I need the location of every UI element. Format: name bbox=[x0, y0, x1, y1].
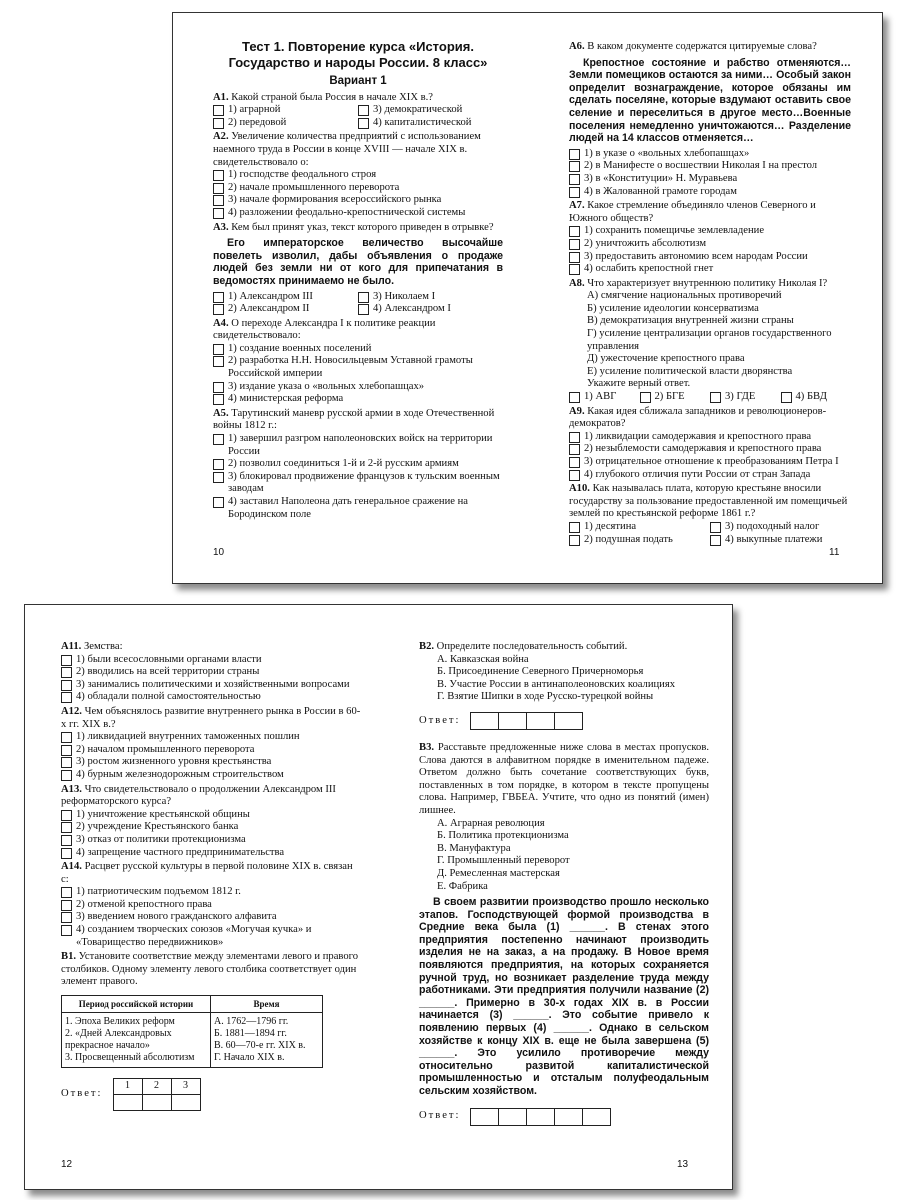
list-item: Г. Начало XIX в. bbox=[214, 1052, 285, 1064]
checkbox[interactable] bbox=[61, 887, 72, 898]
answer-option[interactable]: 2) началом промышленного переворота bbox=[61, 744, 361, 757]
answer-option[interactable]: 1) господстве феодального строя bbox=[213, 169, 503, 182]
checkbox[interactable] bbox=[569, 392, 580, 403]
checkbox[interactable] bbox=[569, 161, 580, 172]
answer-option[interactable]: 2) передовой bbox=[213, 117, 358, 130]
checkbox[interactable] bbox=[569, 239, 580, 250]
checkbox[interactable] bbox=[569, 226, 580, 237]
list-item: Б. 1881—1894 гг. bbox=[214, 1028, 287, 1040]
answer-option[interactable]: 1) патриотическим подъемом 1812 г. bbox=[61, 886, 361, 899]
list-item: А. Кавказская война bbox=[437, 653, 529, 665]
checkbox[interactable] bbox=[213, 459, 224, 470]
answer-option[interactable]: 1) в указе о «вольных хлебопашцах» bbox=[569, 148, 851, 161]
list-item: Г. Промышленный переворот bbox=[437, 855, 570, 867]
checkbox[interactable] bbox=[61, 745, 72, 756]
answer-option[interactable]: 1) десятина bbox=[569, 521, 710, 534]
question-a9: А9. Какая идея сближала западников и революционеров-демократов? 1) ликвидации самодержавия и крепостного права 2) незыблемости самодержавия и крепостного права 3) отрицательное отношение к преобразованиям Петра I 4) глубокого отличия пути России от стран Запада bbox=[569, 406, 851, 482]
question-a14: А14. Расцвет русской культуры в первой половине XIX в. связан с: 1) патриотическим подъемом 1812 г. 2) отменой крепостного права 3) введением нового гражданского алфавита 4) созданием творческих союзов «Могучая кучка» и «Товарищество передвижников» bbox=[61, 861, 361, 949]
checkbox[interactable] bbox=[213, 208, 224, 219]
checkbox[interactable] bbox=[61, 692, 72, 703]
answer-area: Ответ: 1 2 3 bbox=[61, 1078, 361, 1111]
answer-option[interactable]: 2) Александром II bbox=[213, 303, 358, 316]
answer-option[interactable]: 4) запрещение частного предпринимательства bbox=[61, 847, 361, 860]
question-a2: А2. Увеличение количества предприятий с использованием наемного труда в России в конце XVIII — начале XIX в. свидетельствовало о: 1) господстве феодального строя 2) начале промышленного переворота 3) начале формирования всероссийского рынка 4) разложении феодально-крепостнической системы bbox=[213, 131, 503, 219]
checkbox[interactable] bbox=[358, 292, 369, 303]
answer-option[interactable]: 3) ГДЕ bbox=[710, 391, 781, 404]
answer-cell[interactable] bbox=[498, 712, 527, 730]
answer-option[interactable]: 4) заставил Наполеона дать генеральное сражение на Бородинском поле bbox=[213, 496, 503, 521]
checkbox[interactable] bbox=[569, 522, 580, 533]
page-number: 13 bbox=[677, 1159, 689, 1170]
question-a7: А7. Какое стремление объединяло членов Северного и Южного обществ? 1) сохранить помещичье землевладение 2) уничтожить абсолютизм 3) предоставить автономию всем народам России 4) ослабить крепостной гнет bbox=[569, 200, 851, 276]
answer-option[interactable]: 3) издание указа о «вольных хлебопашцах» bbox=[213, 381, 503, 394]
answer-grid: 1 2 3 bbox=[113, 1078, 201, 1111]
question-a13: А13. Что свидетельствовало о продолжении Александром III реформаторского курса? 1) уничтожение крестьянской общины 2) учреждение Крестьянского банка 3) отказ от политики протекционизма 4) запрещение частного предпринимательства bbox=[61, 784, 361, 860]
answer-option[interactable]: 2) разработка Н.Н. Новосильцевым Уставной грамоты Российской империи bbox=[213, 355, 503, 380]
answer-option[interactable]: 4) глубокого отличия пути России от стран Запада bbox=[569, 469, 851, 482]
answer-option[interactable]: 2) позволил соединиться 1-й и 2-й русским армиям bbox=[213, 458, 503, 471]
checkbox[interactable] bbox=[569, 149, 580, 160]
checkbox[interactable] bbox=[569, 444, 580, 455]
checkbox[interactable] bbox=[61, 757, 72, 768]
answer-option[interactable]: 1) сохранить помещичье землевладение bbox=[569, 225, 851, 238]
word-list bbox=[419, 818, 709, 894]
checkbox[interactable] bbox=[61, 912, 72, 923]
list-item: Б. Присоединение Северного Причерноморья bbox=[437, 666, 644, 678]
list-item: Г. Взятие Шипки в ходе Русско-турецкой войны bbox=[437, 691, 654, 703]
test-title: Тест 1. Повторение курса «История. Государство и народы России. 8 класс» bbox=[228, 39, 488, 70]
answer-option[interactable]: 1) завершил разгром наполеоновских войск на территории России bbox=[213, 433, 503, 458]
answer-option[interactable]: 4) капиталистической bbox=[358, 117, 503, 130]
event-list bbox=[419, 654, 709, 704]
answer-option[interactable]: 4) БВД bbox=[781, 391, 852, 404]
checkbox[interactable] bbox=[61, 680, 72, 691]
answer-option[interactable]: 3) демократической bbox=[358, 104, 503, 117]
answer-option[interactable]: 4) Александром I bbox=[358, 303, 503, 316]
answer-option[interactable]: 2) БГЕ bbox=[640, 391, 711, 404]
answer-option[interactable]: 2) отменой крепостного права bbox=[61, 899, 361, 912]
checkbox[interactable] bbox=[569, 470, 580, 481]
checkbox[interactable] bbox=[61, 655, 72, 666]
list-item: А. 1762—1796 гг. bbox=[214, 1016, 289, 1028]
answer-option[interactable]: 4) разложении феодально-крепостнической системы bbox=[213, 207, 503, 220]
matching-table bbox=[61, 995, 323, 1068]
checkbox[interactable] bbox=[213, 356, 224, 367]
variant-label: Вариант 1 bbox=[329, 75, 387, 87]
checkbox[interactable] bbox=[213, 344, 224, 355]
answer-area: Ответ: bbox=[419, 712, 709, 730]
answer-cell[interactable] bbox=[142, 1095, 171, 1111]
answer-cell[interactable] bbox=[470, 1108, 499, 1126]
quote-text: Крепостное состояние и рабство отменяются… Земли помещиков остаются за ними… Особый закон определит вознаграждение, которое обязаны им сделать поселяне, которые вздумают оставить свое селение и переселиться в другое место…Военные поселения немедленно уничтожаются… Разделение людей на 14 классов отменяется… bbox=[569, 56, 851, 145]
list-item: В. Мануфактура bbox=[437, 842, 511, 854]
checkbox[interactable] bbox=[213, 183, 224, 194]
checkbox[interactable] bbox=[61, 822, 72, 833]
page-number: 12 bbox=[61, 1159, 73, 1170]
checkbox[interactable] bbox=[710, 392, 721, 403]
checkbox[interactable] bbox=[213, 472, 224, 483]
question-b2: В2. Определите последовательность событий. А. Кавказская война Б. Присоединение Северного Причерноморья В. Участие России в антинаполеоновских коалициях Г. Взятие Шипки в ходе Русско-турецкой войны Ответ: bbox=[419, 641, 709, 730]
question-a5: А5. Тарутинский маневр русской армии в ходе Отечественной войны 1812 г.: 1) завершил разгром наполеоновских войск на территории России 2) позволил соединиться 1-й и 2-й русским армиям 3) блокировал продвижение французов к тульским военным заводам 4) заставил Наполеона дать генеральное сражение на Бородинском поле bbox=[213, 408, 503, 521]
list-item: 2. «Дней Александровых прекрасное начало» bbox=[65, 1028, 172, 1052]
list-item: В. 60—70-е гг. XIX в. bbox=[214, 1040, 306, 1052]
checkbox[interactable] bbox=[569, 457, 580, 468]
quote-text: Его императорское величество высочайше повелеть изволил, дабы объявления о продаже людей без земли ни от кого для припечатания в ведомостях принимаемо не было. bbox=[213, 237, 503, 287]
checkbox[interactable] bbox=[358, 118, 369, 129]
checkbox[interactable] bbox=[358, 105, 369, 116]
checkbox[interactable] bbox=[213, 105, 224, 116]
checkbox[interactable] bbox=[213, 434, 224, 445]
checkbox[interactable] bbox=[569, 174, 580, 185]
list-item: 3. Просвещенный абсолютизм bbox=[65, 1052, 195, 1064]
checkbox[interactable] bbox=[710, 535, 721, 546]
checkbox[interactable] bbox=[569, 187, 580, 198]
answer-cell[interactable] bbox=[554, 712, 583, 730]
answer-option[interactable]: 4) в Жалованной грамоте городам bbox=[569, 186, 851, 199]
checkbox[interactable] bbox=[61, 770, 72, 781]
question-a8: А8. Что характеризует внутреннюю политику Николая I? А) смягчение национальных противоречий Б) усиление идеологии консерватизма В) демократизация внутренней жизни страны Г) усиление централизации органов государственного управления Д) ужесточение крепостного права Е) усиление политической власти дворянства Укажите верный ответ. 1) АВГ 2) БГЕ 3) ГДЕ 4) БВД bbox=[569, 278, 851, 404]
answer-option[interactable]: 2) уничтожить абсолютизм bbox=[569, 238, 851, 251]
checkbox[interactable] bbox=[213, 382, 224, 393]
page-13 bbox=[419, 639, 709, 1126]
question-a12: А12. Чем объяснялось развитие внутреннего рынка в России в 60-х гг. XIX в.? 1) ликвидацией внутренних таможенных пошлин 2) началом промышленного переворота 3) ростом жизненного уровня крестьянства 4) бурным железнодорожным строительством bbox=[61, 705, 361, 780]
checkbox[interactable] bbox=[213, 394, 224, 405]
statement-list: А) смягчение национальных противоречий Б) усиление идеологии консерватизма В) демократизация внутренней жизни страны Г) усиление централизации органов государственного управления Д) ужесточение крепостного права Е) усиление политической власти дворянства Укажите верный ответ. bbox=[587, 290, 832, 390]
checkbox[interactable] bbox=[213, 292, 224, 303]
checkbox[interactable] bbox=[213, 195, 224, 206]
answer-option[interactable]: 3) начале формирования всероссийского рынка bbox=[213, 194, 503, 207]
checkbox[interactable] bbox=[569, 264, 580, 275]
answer-option[interactable]: 1) создание военных поселений bbox=[213, 343, 503, 356]
answer-option[interactable]: 4) бурным железнодорожным строительством bbox=[61, 769, 361, 782]
answer-option[interactable]: 2) вводились на всей территории страны bbox=[61, 666, 361, 679]
table-header: Время bbox=[211, 996, 323, 1013]
table-header: Период российской истории bbox=[62, 996, 211, 1013]
answer-option[interactable]: 3) в «Конституции» Н. Муравьева bbox=[569, 173, 851, 186]
list-item: А. Аграрная революция bbox=[437, 817, 545, 829]
page-spread-bottom bbox=[24, 604, 733, 1190]
answer-option[interactable]: 3) ростом жизненного уровня крестьянства bbox=[61, 756, 361, 769]
checkbox[interactable] bbox=[213, 118, 224, 129]
answer-cell[interactable] bbox=[470, 712, 499, 730]
answer-cell[interactable] bbox=[554, 1108, 583, 1126]
answer-option[interactable]: 3) отрицательное отношение к преобразованиям Петра I bbox=[569, 456, 851, 469]
answer-option[interactable]: 2) в Манифесте о восшествии Николая I на престол bbox=[569, 160, 851, 173]
question-a3: А3. Кем был принят указ, текст которого приведен в отрывке? Его императорское величество высочайше повелеть изволил, дабы объявления о продаже людей без земли ни от кого для припечатания в ведомостях принимаемо не было. 1) Александром III 3) Николаем I 2) Александром II 4) Александром I bbox=[213, 221, 503, 315]
list-item: Е. Фабрика bbox=[437, 880, 488, 892]
answer-option[interactable]: 4) обладали полной самостоятельностью bbox=[61, 691, 361, 704]
answer-option[interactable]: 3) предоставить автономию всем народам России bbox=[569, 251, 851, 264]
answer-option[interactable]: 2) подушная подать bbox=[569, 534, 710, 547]
answer-cell[interactable] bbox=[526, 712, 555, 730]
list-item: 1. Эпоха Великих реформ bbox=[65, 1016, 175, 1028]
answer-option[interactable]: 3) подоходный налог bbox=[710, 521, 851, 534]
answer-option[interactable]: 2) начале промышленного переворота bbox=[213, 182, 503, 195]
page-spread-top bbox=[172, 12, 883, 584]
checkbox[interactable] bbox=[61, 848, 72, 859]
checkbox[interactable] bbox=[569, 535, 580, 546]
page-number: 11 bbox=[829, 547, 840, 558]
answer-option[interactable]: 4) ослабить крепостной гнет bbox=[569, 263, 851, 276]
checkbox[interactable] bbox=[569, 252, 580, 263]
list-item: Б. Политика протекционизма bbox=[437, 830, 569, 842]
checkbox[interactable] bbox=[213, 170, 224, 181]
answer-cell[interactable] bbox=[582, 1108, 611, 1126]
answer-option[interactable]: 2) незыблемости самодержавия и крепостного права bbox=[569, 443, 851, 456]
answer-option[interactable]: 1) были всесословными органами власти bbox=[61, 654, 361, 667]
answer-option[interactable]: 4) министерская реформа bbox=[213, 393, 503, 406]
answer-cell[interactable] bbox=[171, 1095, 200, 1111]
answer-option[interactable]: 1) ликвидации самодержавия и крепостного права bbox=[569, 431, 851, 444]
question-b1: В1. Установите соответствие между элементами левого и правого столбиков. Одному элементу левого столбика соответствует один элемент правого. Период российской истории Время 1. Эпоха Великих реформ 2. «Дней Александровых прекрасное начало» 3. Просвещенный абсолютизм А. 1762—1796 гг. Б. 1881—1894 гг. В. 60—70-е гг. XIX в. Г. Начало XIX в. Ответ: 1 2 3 bbox=[61, 951, 361, 1111]
checkbox[interactable] bbox=[61, 835, 72, 846]
answer-option[interactable]: 1) аграрной bbox=[213, 104, 358, 117]
checkbox[interactable] bbox=[61, 667, 72, 678]
answer-cell[interactable] bbox=[526, 1108, 555, 1126]
answer-option[interactable]: 3) занимались политическими и хозяйственными вопросами bbox=[61, 679, 361, 692]
answer-option[interactable]: 3) блокировал продвижение французов к тульским военным заводам bbox=[213, 471, 503, 496]
answer-option[interactable]: 4) выкупные платежи bbox=[710, 534, 851, 547]
question-a4: А4. О переходе Александра I к политике реакции свидетельствовало: 1) создание военных поселений 2) разработка Н.Н. Новосильцевым Уставной грамоты Российской империи 3) издание указа о «вольных хлебопашцах» 4) министерская реформа bbox=[213, 318, 503, 406]
checkbox[interactable] bbox=[710, 522, 721, 533]
passage-text: В своем развитии производство прошло несколько этапов. Господствующей формой производства в Средние века была (1) ______. В стенах этого предприятия постепенно начинают производить изделия не на заказ, а на продажу. В Новое время появляются предприятия, на которых сохраняется ручной труд, но возникает разделение труда между работниками. Эти предприятия получили название (2) ______. Примерно в 30-х годах XIX в. в России начинается (3) ______. Это событие привело к появлению первых (4) ______. Однако в сельском хозяйстве к концу XIX в. еще не была завершена (5) ______. Это усилило противоречие между относительно развитой капиталистической промышленностью и отсталым полуфеодальным сельским хозяйством. bbox=[419, 896, 709, 1097]
answer-option[interactable]: 4) созданием творческих союзов «Могучая кучка» и «Товарищество передвижников» bbox=[61, 924, 361, 949]
page-10 bbox=[213, 39, 503, 521]
list-item: Д. Ремесленная мастерская bbox=[437, 867, 560, 879]
answer-cell[interactable] bbox=[113, 1095, 142, 1111]
page-11 bbox=[569, 39, 851, 546]
answer-option[interactable]: 3) введением нового гражданского алфавита bbox=[61, 911, 361, 924]
answer-area: Ответ: bbox=[419, 1108, 709, 1126]
checkbox[interactable] bbox=[358, 304, 369, 315]
checkbox[interactable] bbox=[61, 925, 72, 936]
checkbox[interactable] bbox=[569, 432, 580, 443]
question-a1: А1. Какой страной была Россия в начале XIX в.? 1) аграрной 3) демократической 2) передовой 4) капиталистической bbox=[213, 92, 503, 130]
checkbox[interactable] bbox=[213, 304, 224, 315]
page-number: 10 bbox=[213, 547, 225, 558]
checkbox[interactable] bbox=[61, 900, 72, 911]
question-a6: А6. В каком документе содержатся цитируемые слова? Крепостное состояние и рабство отменяются… Земли помещиков остаются за ними… Особый закон определит вознаграждение, которое обязаны им сделать поселяне, которые вздумают оставить свое селение и переселиться в другое место…Военные поселения немедленно уничтожаются… Разделение людей на 14 классов отменяется… 1) в указе о «вольных хлебопашцах» 2) в Манифесте о восшествии Николая I на престол 3) в «Конституции» Н. Муравьева 4) в Жалованной грамоте городам bbox=[569, 41, 851, 197]
answer-option[interactable]: 1) уничтожение крестьянской общины bbox=[61, 809, 361, 822]
answer-cell[interactable] bbox=[498, 1108, 527, 1126]
checkbox[interactable] bbox=[61, 810, 72, 821]
answer-option[interactable]: 3) Николаем I bbox=[358, 291, 503, 304]
checkbox[interactable] bbox=[781, 392, 792, 403]
list-item: В. Участие России в антинаполеоновских коалициях bbox=[437, 678, 676, 690]
page-12 bbox=[61, 639, 361, 1111]
answer-option[interactable]: 2) учреждение Крестьянского банка bbox=[61, 821, 361, 834]
answer-option[interactable]: 1) Александром III bbox=[213, 291, 358, 304]
answer-option[interactable]: 3) отказ от политики протекционизма bbox=[61, 834, 361, 847]
question-b3: В3. Расставьте предложенные ниже слова в местах пропусков. Слова даются в алфавитном порядке в именительном падеже. Ответом должно быть сочетание соответствующих букв, поставленных в том порядке, в котором в тексте пропущены слова. Например, ГВБЕА. Учтите, что одно из понятий (имен) лишнее. А. Аграрная революция Б. Политика протекционизма В. Мануфактура Г. Промышленный переворот Д. Ремесленная мастерская Е. Фабрика В своем развитии производство прошло несколько этапов. Господствующей формой производства в Средние века была (1) ______. В стенах этого предприятия постепенно начинают производить изделия не на заказ, а на продажу. В Новое время появляются предприятия, на которых сохраняется ручной труд, но возникает разделение труда между работниками. Эти предприятия получили название (2) ______. Примерно в 30-х годах XIX в. в России начинается (3) ______. Это событие привело к появлению первых (4) ______. Однако в сельском хозяйстве к концу XIX в. еще не была завершена (5) ______. Это усилило противоречие между относительно развитой капиталистической промышленностью и отсталым полуфеодальным сельским хозяйством. Ответ: bbox=[419, 742, 709, 1126]
checkbox[interactable] bbox=[640, 392, 651, 403]
answer-option[interactable]: 1) АВГ bbox=[569, 391, 640, 404]
answer-option[interactable]: 1) ликвидацией внутренних таможенных пошлин bbox=[61, 731, 361, 744]
checkbox[interactable] bbox=[61, 732, 72, 743]
question-a10: А10. Как называлась плата, которую крестьяне вносили государству за пользование предоставленной им помещичьей землей по крестьянской реформе 1861 г.? 1) десятина 3) подоходный налог 2) подушная подать 4) выкупные платежи bbox=[569, 483, 851, 546]
question-a11: А11. Земства: 1) были всесословными органами власти 2) вводились на всей территории страны 3) занимались политическими и хозяйственными вопросами 4) обладали полной самостоятельностью bbox=[61, 641, 361, 704]
checkbox[interactable] bbox=[213, 497, 224, 508]
